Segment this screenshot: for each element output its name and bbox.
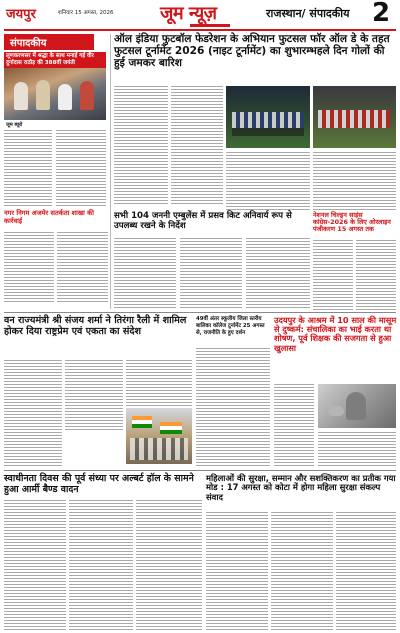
tiranga-body-1: [4, 360, 62, 468]
lead-body-col-1: [114, 86, 168, 206]
women-headline: महिलाओं की सुरक्षा, सम्मान और सशक्तिकरण का प्रतीक गया मोड : 17 अगस्त को कोटा में होगा महिला सुरक्षा संकल्प संवाद: [206, 473, 396, 502]
column-rule: [110, 34, 111, 309]
independence-body-2: [69, 500, 133, 630]
udaipur-body-1: [274, 384, 314, 468]
ambulance-headline: सभी 104 जननी एम्बुलेंस में प्रसव किट अनिवार्य रूप से उपलब्ध रखने के निर्देश: [114, 211, 292, 231]
ambulance-body-1: [114, 238, 176, 310]
editorial-body-text-3: [4, 232, 54, 304]
independence-body-3: [136, 500, 202, 630]
editorial-photo: [4, 68, 106, 120]
editorial-body-text: [4, 130, 52, 208]
section-rule-1: [4, 312, 396, 313]
lead-photo-1: [226, 86, 310, 148]
independence-body-1: [4, 500, 66, 630]
editorial-body-text-2: [56, 130, 106, 208]
logo-underline: [190, 24, 230, 27]
small-story-body: [196, 348, 270, 468]
tiranga-body-3: [126, 360, 192, 406]
masthead-page-number: 2: [372, 0, 391, 28]
masthead-logo: जूम न्यूज़: [160, 3, 217, 24]
section-rule-2: [4, 470, 396, 471]
netball-headline: नेशनल चिल्ड्रन साइंस कांग्रेस-2026 के लिए ओरलाइन पंजीकरण 15 अगस्त तक: [313, 211, 391, 234]
editorial-banner: [4, 34, 94, 50]
netball-body-1: [313, 240, 353, 310]
lead-photo-2: [313, 86, 396, 148]
ambulance-body-2: [180, 238, 242, 310]
masthead: [0, 0, 400, 30]
masthead-date: शनिवार 15 अगस्त, 2026: [58, 10, 114, 16]
tiranga-headline: वन राज्यमंत्री श्री संजय शर्मा ने तिरंगा रैली में शामिल होकर दिया राष्ट्रप्रेम एवं एकता का संदेश: [4, 315, 187, 337]
editorial-caption: जूम ब्यूरो: [6, 122, 23, 128]
women-body-3: [336, 512, 396, 630]
masthead-section: राजस्थान/ संपादकीय: [266, 7, 350, 20]
tiranga-body-2: [65, 360, 123, 430]
editorial-photo-title: लूणकरणसर में श्रद्धा के साथ मनाई गई वीर दुर्गादास राठौड़ की 388वीं जयंती: [4, 52, 106, 68]
editorial-label: संपादकीय: [10, 38, 47, 49]
lead-body-col-3: [226, 152, 310, 210]
tiranga-photo: [126, 408, 192, 464]
masthead-rule: [4, 29, 396, 31]
ambulance-body-3: [246, 238, 310, 310]
independence-headline: स्वाधीनता दिवस की पूर्व संध्या पर अल्बर्ट हॉल के सामने हुआ आर्मी बैण्ड वादन: [4, 473, 194, 495]
netball-body-2: [356, 240, 396, 310]
editorial-body-text-4: [57, 232, 108, 304]
lead-body-col-4: [313, 152, 396, 210]
lead-headline: ऑल इंडिया फुटबॉल फेडरेशन के अभियान फुटसल फॉर ऑल डे के तहत फुटसल टूर्नामेंट 2026 (नाइट टूर्नामेंट) का शुभारम्भहले दिन गोलों की हुई जमकर बारिश: [114, 33, 390, 69]
women-body-1: [206, 512, 268, 630]
udaipur-headline: उदयपुर के आश्रम में 10 साल की मासूम से दुष्कर्म: संचालिका का भाई करता था शोषण, पूर्व शिक्षक की सजगता से हुआ खुलासा: [274, 315, 397, 353]
lead-body-col-2: [171, 86, 223, 206]
udaipur-photo: [318, 384, 396, 428]
women-body-2: [271, 512, 333, 630]
small-story-headline: 49वीं अंतर स्कूलीय जिला स्तरीय बालिका कॉलेज टूर्नामेंट 25 अगस्त से, राजनीति के हुए दर्शन: [196, 316, 265, 336]
editorial-headline-2: नगर निगम अजमेर सतर्कता शाखा की कार्रवाई: [4, 209, 94, 225]
masthead-city: जयपुर: [6, 7, 36, 22]
udaipur-body-2: [318, 432, 396, 468]
